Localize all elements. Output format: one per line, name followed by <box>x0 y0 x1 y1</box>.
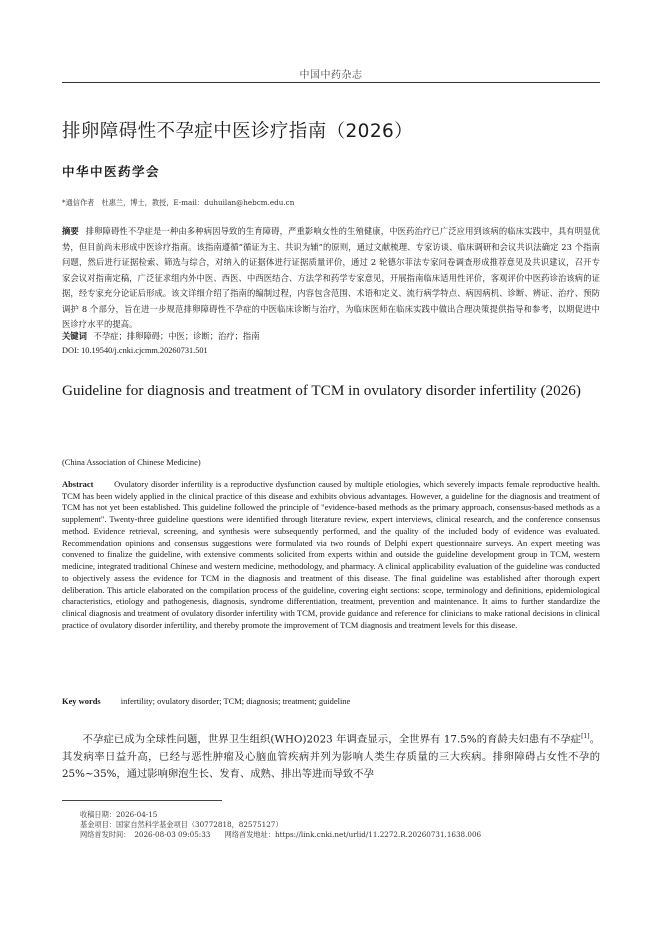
doi: DOI: 10.19540/j.cnki.cjcmm.20260731.501 <box>62 346 208 355</box>
pub-time: 2026-08-03 09:05:33 <box>134 830 211 839</box>
pub-url-label: 网络首发地址： <box>224 830 275 839</box>
pub-time-label: 网络首发时间： <box>80 830 131 839</box>
cn-abstract-label: 摘要 <box>62 226 79 236</box>
en-abstract <box>62 479 600 632</box>
footnote-publication <box>80 830 481 840</box>
en-abstract-label: Abstract <box>62 479 94 489</box>
header-rule <box>62 82 600 83</box>
body-paragraph <box>62 728 600 784</box>
cn-keywords <box>62 330 260 342</box>
en-abstract-text: Ovulatory disorder infertility is a reproductive dysfunction caused by multiple etiologies, which severely impacts female reproductive health. TCM has been widely applied in the clinical practice of this disease and exhibits obvious advantages. However, a guideline for the diagnosis and treatment of TCM has not yet been established. This guideline followed the principle of "evidence-based methods as the primary approach, consensus-based methods as a supplement". Twenty-three guideline questions were identified through literature review, expert interviews, clinical research, and the conference consensus method. Evidence retrieval, screening, and synthesis were subsequently performed, and the quality of the included body of evidence was evaluated. Recommendation opinions and consensus suggestions were formulated via two rounds of Delphi expert questionnaire surveys. An expert meeting was convened to finalize the guideline, with extensive comments solicited from experts within and outside the guideline development group in TCM, western medicine, integrated traditional Chinese and western medicine, methodology, and pharmacy. A clinical applicability evaluation of the guideline was conducted to objectively assess the evidence for TCM in the diagnosis and treatment of this disease. The final guideline was established after thorough expert deliberation. This article elaborated on the compilation process of the guideline, covering eight sections: scope, terminology and definitions, epidemiological characteristics, etiology and pathogenesis, diagnosis, syndrome differentiation, treatment, prevention and maintenance. It aims to further standardize the clinical diagnosis and treatment of ovulatory disorder infertility with TCM, provide guidance and reference for clinicians to make rational decisions in clinical practice of ovulatory disorder infertility, and thereby promote the improvement of TCM diagnosis and treatment levels for this disease. <box>62 479 601 630</box>
en-author: (China Association of Chinese Medicine) <box>62 458 201 467</box>
body-text-b: 。其发病率日益升高，已经与恶性肿瘤及心脑血管疾病并列为影响人类生存质量的三大疾病。排卵障碍占女性不孕的 25%~35%，通过影响卵泡生长、发育、成熟、排出等进而导致不孕 <box>62 733 601 781</box>
footnote-fund: 基金项目：国家自然科学基金项目（30772818，82575127） <box>80 820 283 829</box>
cn-abstract <box>62 224 600 333</box>
cn-keywords-label: 关键词 <box>62 331 87 341</box>
en-keywords-label: Key words <box>62 696 101 706</box>
footnote-received: 收稿日期：2026-04-15 <box>80 810 158 819</box>
corresponding-author: *通信作者 杜惠兰，博士，教授，E-mail：duhuilan@hebcm.edu.cn <box>62 198 295 207</box>
en-keywords <box>62 696 350 706</box>
page-title: 排卵障碍性不孕症中医诊疗指南（2026） <box>62 121 414 142</box>
cn-abstract-text: 排卵障碍性不孕症是一种由多种病因导致的生育障碍，严重影响女性的生殖健康，中医药治疗已广泛应用到该病的临床实践中，具有明显优势，但目前尚未形成中医诊疗指南。该指南遵循“循证为主、共识为辅”的原则，通过文献梳理、专家访谈、临床调研和会议共识法确定 23 个指南问题，然后进行证据检索、筛选与综合，对纳入的证据体进行证据质量评价，通过 2 轮德尔菲法专家问卷调查形成推荐意见及共识建议，召开专家会议对指南定稿，广泛征求组内外中医、西医、中西医结合、方法学和药学专家意见，开展指南临床适用性评价，客观评价中医药诊治该病的证据，经专家充分论证后形成。该文详细介绍了指南的编制过程，内容包含范围、术语和定义、流行病学特点、病因病机、诊断、辨证、治疗、预防调护 8 个部分，旨在进一步规范排卵障碍性不孕症的中医临床诊断与治疗，为临床医师在临床实践中做出合理决策提供指导和参考，以期促进中医诊疗水平的提高。 <box>62 226 600 329</box>
en-keywords-text: infertility; ovulatory disorder; TCM; diagnosis; treatment; guideline <box>120 696 351 706</box>
journal-header: 中国中药杂志 <box>299 70 363 81</box>
footnote-rule <box>62 800 222 801</box>
cn-keywords-text: 不孕症；排卵障碍；中医；诊断；治疗；指南 <box>93 331 260 341</box>
cn-author: 中华中医药学会 <box>62 164 161 179</box>
en-title: Guideline for diagnosis and treatment of TCM in ovulatory disorder infertility (2026) <box>62 382 581 399</box>
citation-ref[interactable]: [1] <box>581 733 590 740</box>
pub-url-link[interactable]: https://link.cnki.net/urlid/11.2272.R.20260731.1638.006 <box>274 830 482 839</box>
body-text-a: 不孕症已成为全球性问题，世界卫生组织(WHO)2023 年调查显示，全世界有 17.5%的育龄夫妇患有不孕症 <box>82 733 582 746</box>
